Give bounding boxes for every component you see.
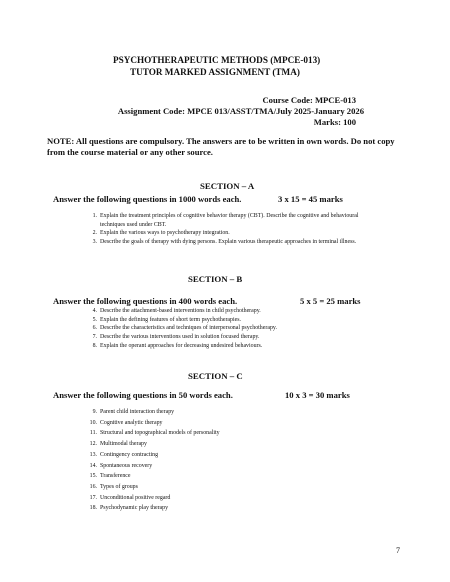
section-c-heading: SECTION – C [188,371,243,381]
course-code: Course Code: MPCE-013 [262,95,356,105]
section-a-heading: SECTION – A [200,181,255,191]
question-text: Describe the attachment-based interventions in child psychotherapy. [100,308,261,314]
question-number: 16. [89,483,97,490]
question-text: Explain the operant approaches for decreasing undesired behaviours. [100,342,263,349]
question-text: Parent child interaction therapy [100,409,175,415]
question-number: 17. [89,494,97,501]
question-text: Unconditional positive regard [100,494,171,501]
question-item [85,324,375,333]
question-text: Spontaneous recovery [100,462,153,469]
title-line-2: TUTOR MARKED ASSIGNMENT (TMA) [130,67,300,77]
question-item [85,482,345,493]
section-a-questions [85,212,375,247]
question-number: 1. [92,213,97,219]
question-number: 4. [92,308,97,314]
question-text: Explain the various ways to psychotherapy integration. [100,230,230,237]
question-number: 8. [92,342,97,349]
section-c-marks: 10 x 3 = 30 marks [285,390,350,400]
question-text: Types of groups [100,483,138,490]
section-c-questions [85,407,345,514]
question-item [85,450,345,461]
question-item [85,428,345,439]
question-item [85,333,375,342]
question-text: Structural and topographical models of personality [100,430,220,437]
question-item [85,316,375,325]
question-text: Describe the characteristics and techniques of interpersonal psychotherapy. [100,325,277,332]
question-number: 3. [92,239,97,246]
question-item [85,418,345,429]
question-number: 11. [89,430,97,437]
question-number: 10. [89,419,97,426]
question-text: Cognitive analytic therapy [100,419,163,426]
question-item [85,229,375,238]
page-number: 7 [396,546,400,555]
question-item [85,439,345,450]
assignment-code: Assignment Code: MPCE 013/ASST/TMA/July 2025-January 2026 [117,106,364,116]
question-number: 12. [89,441,97,448]
section-b-instruction: Answer the following questions in 400 words each. [53,296,238,306]
question-item [85,238,375,247]
question-number: 2. [92,230,97,237]
question-text: Contingency contracting [100,451,159,458]
section-b-heading: SECTION – B [188,274,243,284]
total-marks: Marks: 100 [313,117,356,127]
question-text: Explain the treatment principles of cognitive behavior therapy (CBT). Describe the cognitive and behavioural techniques used under CBT. [100,213,359,228]
question-item [85,407,345,418]
question-item [85,307,375,316]
question-item [85,461,345,472]
question-number: 7. [92,334,97,341]
question-number: 13. [89,451,97,458]
question-item [85,503,345,514]
question-number: 18. [89,505,97,512]
question-item [85,471,345,482]
question-number: 6. [92,325,97,332]
section-b-marks: 5 x 5 = 25 marks [300,296,361,306]
question-number: 15. [89,473,97,480]
question-item [85,493,345,504]
title-line-1: PSYCHOTHERAPEUTIC METHODS (MPCE-013) [113,55,321,65]
question-text: Psychodynamic play therapy [100,505,169,512]
question-text: Describe the various interventions used in solution focused therapy. [100,334,260,341]
section-a-marks: 3 x 15 = 45 marks [278,194,343,204]
question-item [85,342,375,351]
question-number: 9. [92,409,97,415]
question-text: Explain the defining features of short term psychotherapies. [100,316,242,323]
question-number: 5. [92,316,97,323]
section-c-instruction: Answer the following questions in 50 words each. [53,390,233,400]
section-b-questions [85,307,375,351]
question-text: Multimodal therapy [100,441,147,448]
question-item [85,212,375,229]
section-a-instruction: Answer the following questions in 1000 words each. [53,194,242,204]
question-text: Transference [100,473,131,480]
instructions-note: NOTE: All questions are compulsory. The answers are to be written in own words. Do not copy from the course material or any other source. [47,136,395,157]
question-text: Describe the goals of therapy with dying persons. Explain various therapeutic approaches in terminal illness. [100,239,357,246]
question-number: 14. [89,462,97,469]
